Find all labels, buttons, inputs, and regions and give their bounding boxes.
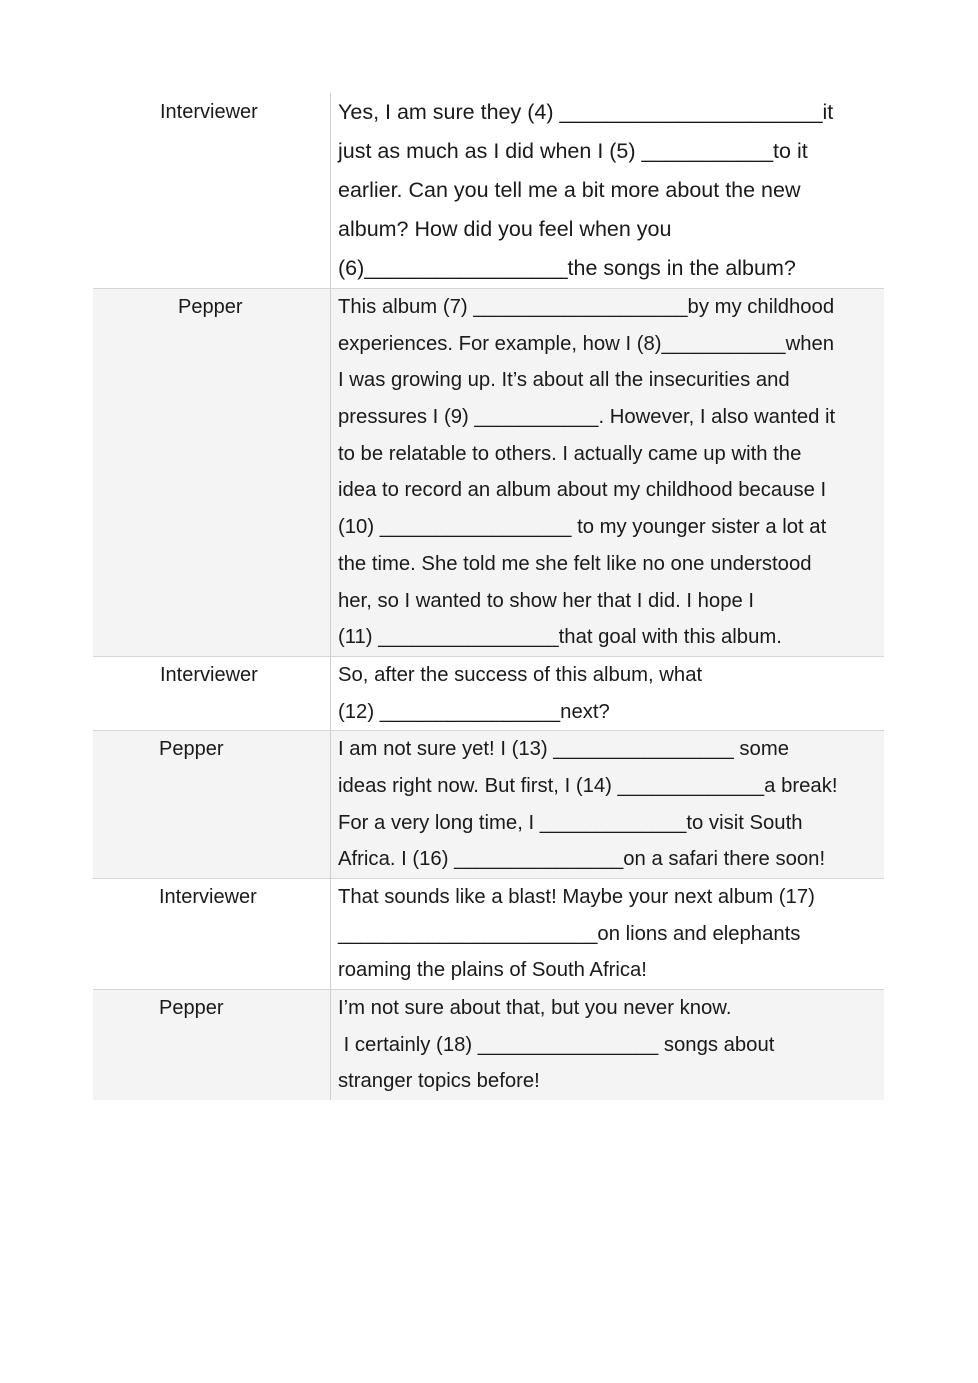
speech-line: I was growing up. It’s about all the insecurities and [338, 369, 790, 392]
speech-line: idea to record an album about my childhood because I [338, 479, 827, 502]
speech-line: I certainly (18) ________________ songs about [338, 1033, 775, 1056]
speech-cell [331, 657, 884, 730]
dialogue-row [93, 656, 884, 730]
speaker-cell [93, 93, 331, 288]
dialogue-row [93, 730, 884, 878]
speaker-name: Pepper [178, 296, 243, 318]
speaker-name: Pepper [159, 997, 224, 1020]
speech-cell [331, 879, 884, 989]
speech-line: pressures I (9) ___________. However, I also wanted it [338, 406, 836, 429]
speech-line: I’m not sure about that, but you never know. [338, 997, 732, 1020]
speech-line: For a very long time, I _____________to visit South [338, 811, 803, 834]
speech-cell [331, 731, 884, 878]
speech-line: album? How did you feel when you [338, 217, 672, 241]
speech-line: just as much as I did when I (5) ___________to it [338, 139, 808, 163]
speech-line: That sounds like a blast! Maybe your next album (17) [338, 886, 815, 908]
speaker-cell [93, 990, 331, 1100]
speaker-cell [93, 657, 331, 730]
dialogue-table [93, 93, 884, 1100]
speech-line: So, after the success of this album, what [338, 663, 703, 686]
dialogue-row [93, 989, 884, 1100]
speech-line: (12) ________________next? [338, 700, 610, 723]
speaker-cell [93, 289, 331, 656]
speech-cell [331, 289, 884, 656]
dialogue-row [93, 878, 884, 989]
speech-line: earlier. Can you tell me a bit more about the new [338, 178, 801, 202]
speech-line: the time. She told me she felt like no one understood [338, 552, 812, 575]
speech-line: I am not sure yet! I (13) ________________ some [338, 738, 789, 761]
speaker-name: Interviewer [159, 886, 257, 908]
speech-line: her, so I wanted to show her that I did. I hope I [338, 589, 755, 612]
speech-line: experiences. For example, how I (8)___________when [338, 332, 835, 355]
speaker-cell [93, 731, 331, 878]
speech-line: stranger topics before! [338, 1070, 540, 1093]
speaker-name: Interviewer [160, 101, 258, 123]
speech-line: _______________________on lions and elephants [338, 922, 801, 945]
speech-line: roaming the plains of South Africa! [338, 959, 647, 982]
speech-cell [331, 990, 884, 1100]
speech-line: to be relatable to others. I actually came up with the [338, 442, 802, 465]
speaker-cell [93, 879, 331, 989]
speaker-name: Pepper [159, 738, 224, 761]
speech-line: (6)_________________the songs in the album? [338, 256, 796, 280]
speaker-name: Interviewer [160, 663, 258, 686]
speech-line: ideas right now. But first, I (14) _____________a break! [338, 774, 838, 797]
speech-line: (10) _________________ to my younger sister a lot at [338, 516, 827, 539]
dialogue-row [93, 288, 884, 656]
speech-line: Yes, I am sure they (4) ______________________it [338, 100, 834, 124]
speech-cell [331, 93, 884, 288]
speech-line: This album (7) ___________________by my childhood [338, 296, 835, 318]
speech-line: (11) ________________that goal with this album. [338, 626, 782, 649]
speech-line: Africa. I (16) _______________on a safari there soon! [338, 848, 826, 871]
dialogue-row [93, 93, 884, 288]
